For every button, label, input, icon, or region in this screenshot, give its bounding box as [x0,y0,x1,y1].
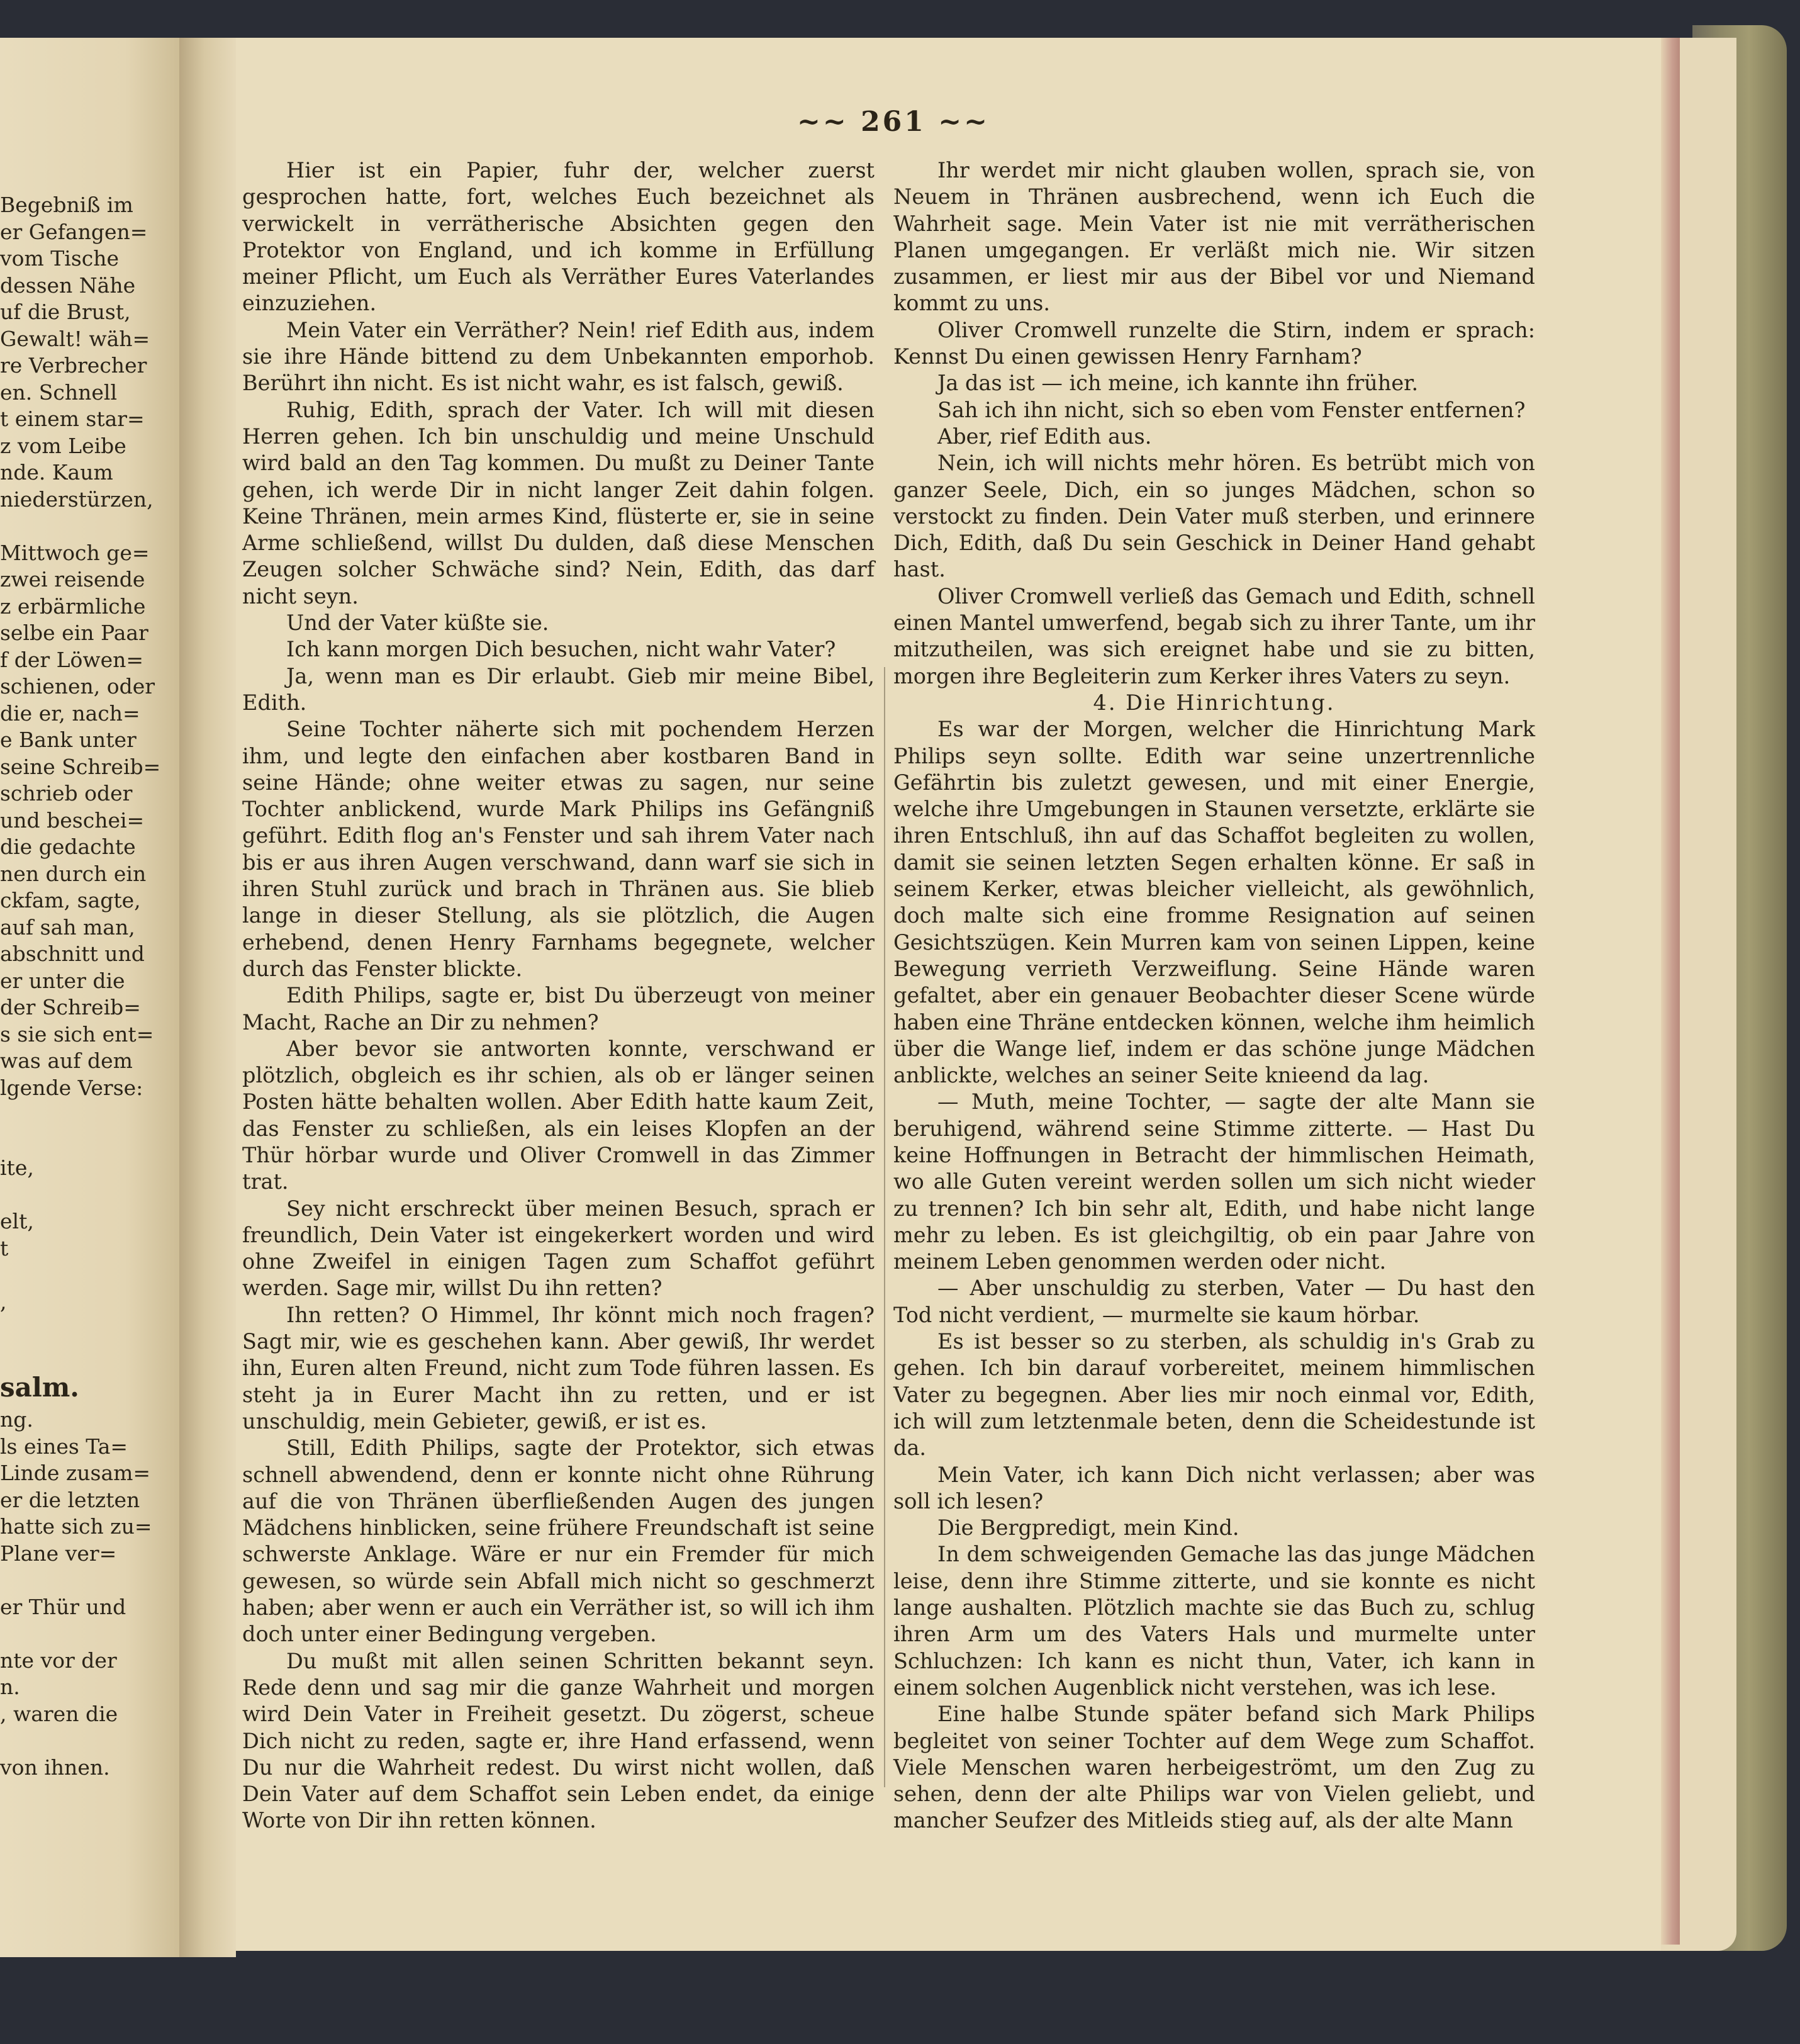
left-page-line: Begebniß im [0,193,133,217]
left-page-line: Linde zusam= [0,1461,151,1485]
paragraph: Sey nicht erschreckt über meinen Besuch, sprach er freundlich, Dein Vater ist eingekerkert worden und wird ohne Zweifel in einigen Tagen zum Schaffot geführt werden. Sage mir, willst Du ihn retten? [242,1196,875,1301]
paragraph: Es ist besser so zu sterben, als schuldig in's Grab zu gehen. Ich bin darauf vorbereitet, meinem himmlischen Vater zu begegnen. Aber lies mir noch einmal vor, Edith, ich will zum letztenmale beten, denn die Scheidestunde ist da. [893,1329,1535,1461]
left-page-line: t einem star= [0,407,145,431]
left-page-line [0,1262,179,1289]
left-page-line: was auf dem [0,1048,133,1073]
left-page-line: e Bank unter [0,727,137,752]
paragraph: Eine halbe Stunde später befand sich Mark Philips begleitet von seiner Tochter auf dem Wege zum Schaffot. Viele Menschen waren herbeigeströmt, um den Zug zu sehen, denn der alte Philips war von Vielen geliebt, und mancher Seufzer des Mitleids stieg auf, als der alte Mann [893,1702,1535,1833]
left-page-line: und beschei= [0,807,145,833]
left-page-line: er unter die [0,968,125,993]
left-page-line: z erbärmliche [0,593,146,619]
left-page-line: salm. [0,1372,79,1403]
left-page-line: hatte sich zu= [0,1514,152,1539]
left-page-line: re Verbrecher [0,353,147,378]
left-page-line: niederstürzen, [0,486,154,512]
left-page-line: er Gefangen= [0,219,148,244]
paragraph: Still, Edith Philips, sagte der Protektor, sich etwas schnell abwendend, denn er konnte nicht ohne Rührung auf die von Thränen überfließenden Augen des jungen Mädchens hinblicken, seine frühere Freundschaft ist seine schwerste Anklage. Wäre er nur ein Fremder für mich gewesen, so würde sein Abfall mich nicht so geschmerzt haben; aber wenn er auch ein Verräther ist, so will ich ihm doch unter einer Bedingung vergeben. [242,1435,875,1647]
left-page-line [0,1342,179,1369]
paragraph: Ja, wenn man es Dir erlaubt. Gieb mir meine Bibel, Edith. [242,663,875,715]
column-divider [884,667,885,1787]
left-page-line [0,1182,179,1209]
left-page-line: lgende Verse: [0,1075,143,1100]
left-page-line: zwei reisende [0,567,145,592]
paragraph: Du mußt mit allen seinen Schritten bekannt seyn. Rede denn und sag mir die ganze Wahrheit und morgen wird Dein Vater in Freiheit gesetzt. Du zögerst, scheue Dich nicht zu reden, sagte er, ihre Hand erfassend, wenn Du nur die Wahrheit redest. Du wirst nicht wollen, daß Dein Vater auf dem Schaffot sein Leben endet, da einige Worte von Dir ihn retten können. [242,1648,875,1833]
paragraph: Hier ist ein Papier, fuhr der, welcher zuerst gesprochen hatte, fort, welches Euch bezeichnet als verwickelt in verrätherische Absichten gegen den Protektor von England, und ich komme in Erfüllung meiner Pflicht, um Euch als Verräther Eures Vaterlandes einzuziehen. [242,158,875,316]
left-page-line: die er, nach= [0,700,140,726]
left-page-line: f der Löwen= [0,647,144,672]
left-page-line: dessen Nähe [0,272,136,298]
paragraph: Es war der Morgen, welcher die Hinrichtung Mark Philips seyn sollte. Edith war seine unzertrennliche Gefährtin bis zuletzt gewesen, und mit einer Energie, welche ihre Umgebungen in Staunen versetzte, erklärte sie ihren Entschluß, ihn auf das Schaffot begleiten zu wollen, damit sie seinen letzten Segen erhalten könne. Er saß in seinem Kerker, etwas bleicher vielleicht, als gewöhnlich, doch malte sich eine fromme Resignation auf seinen Gesichtszügen. Kein Murren kam von seinen Lippen, keine Bewegung verrieth Verzweiflung. Seine Hände waren gefaltet, aber ein genauer Beobachter dieser Scene würde haben eine Thräne entdecken können, welche ihm heimlich über die Wange lief, indem er das schöne junge Mädchen anblickte, welches an seiner Seite knieend da lag. [893,717,1535,1088]
left-page-line: selbe ein Paar [0,620,148,645]
book-gutter [179,38,236,1957]
paragraph: Mein Vater, ich kann Dich nicht verlassen; aber was soll ich lesen? [893,1462,1535,1513]
paragraph: Sah ich ihn nicht, sich so eben vom Fenster entfernen? [937,397,1526,422]
paragraph: Die Bergpredigt, mein Kind. [937,1515,1239,1541]
left-page-text [0,192,179,1781]
left-page-line: Gewalt! wäh= [0,326,150,351]
page-number [780,106,1007,138]
left-page-line: s sie sich ent= [0,1021,154,1047]
left-page-line: n. [0,1675,20,1699]
paragraph: Seine Tochter näherte sich mit pochendem Herzen ihm, und legte den einfachen aber kostbaren Band in seine Hände; ohne weiter etwas zu sagen, nur seine Tochter anblickend, wurde Mark Philips ins Gefängniß geführt. Edith flog an's Fenster und sah ihrem Vater nach bis er aus ihren Augen verschwand, dann warf sie sich in ihren Stuhl zurück und brach in Thränen aus. Sie blieb lange in dieser Stellung, als sie plötzlich, die Augen erhebend, denen Henry Farnhams begegnete, welcher durch das Fenster blickte. [242,717,875,981]
paragraph: Aber, rief Edith aus. [937,424,1152,449]
left-page-line: ite, [0,1155,34,1180]
text-column-right [893,157,1535,1834]
left-page-line: die gedachte [0,834,136,859]
paragraph: Edith Philips, sagte er, bist Du überzeugt von meiner Macht, Rache an Dir zu nehmen? [242,983,875,1035]
left-page-line: nte vor der [0,1648,117,1673]
left-page-line: seine Schreib= [0,754,161,779]
text-column-left [242,157,875,1834]
paragraph: Ja das ist — ich meine, ich kannte ihn früher. [937,371,1419,396]
left-page-line: vom Tische [0,246,120,271]
paragraph: Und der Vater küßte sie. [286,610,549,636]
page-number-ornament-left: ~~ [797,106,861,138]
paragraph: — Aber unschuldig zu sterben, Vater — Du hast den Tod nicht verdient, — murmelte sie kaum hörbar. [893,1276,1535,1327]
left-page-line: schienen, oder [0,674,155,699]
paragraph: Ich kann morgen Dich besuchen, nicht wahr Vater? [286,637,836,662]
left-page-line [0,1567,179,1594]
left-page-line: schrieb oder [0,781,133,806]
paragraph: Ruhig, Edith, sprach der Vater. Ich will mit diesen Herren gehen. Ich bin unschuldig und meine Unschuld wird bald an den Tag kommen. Du mußt zu Deiner Tante gehen, ich werde Dir in nicht langer Zeit dahin folgen. Keine Thränen, mein armes Kind, flüsterte er, sie in seine Arme schließend, willst Du dulden, daß diese Menschen Zeugen solcher Schwäche sind? Nein, Edith, das darf nicht seyn. [242,397,875,609]
left-page-line: elt, [0,1209,34,1233]
left-page-line [0,1128,179,1155]
left-page-line [0,513,179,540]
section-heading: 4. Die Hinrichtung. [1093,690,1336,715]
left-page [0,38,179,1957]
page-number-value: 261 [861,106,926,138]
paragraph: Nein, ich will nichts mehr hören. Es betrübt mich von ganzer Seele, Dich, ein so junges Mädchen, schon so verstockt zu finden. Dein Vater muß sterben, und erinnere Dich, Edith, daß Du sein Geschick in Deiner Hand gehabt hast. [893,451,1535,582]
paragraph: In dem schweigenden Gemache las das junge Mädchen leise, denn ihre Stimme zitterte, und sie konnte es nicht lange aushalten. Plötzlich machte sie das Buch zu, schlug ihren Arm um des Vaters Hals und murmelte unter Schluchzen: Ich kann es nicht thun, Vater, ich kann in einem solchen Augenblick nicht verstehen, was ich lese. [893,1542,1535,1700]
left-page-line [0,1727,179,1755]
left-page-line: der Schreib= [0,995,141,1019]
left-page-line: ng. [0,1407,33,1432]
left-page-line: er die letzten [0,1487,140,1512]
paragraph: Oliver Cromwell runzelte die Stirn, indem er sprach: Kennst Du einen gewissen Henry Farnham? [893,317,1535,369]
paragraph: Aber bevor sie antworten konnte, verschwand er plötzlich, obgleich es ihr schien, als ob er länger seinen Posten hätte behalten wollen. Aber Edith hatte kaum Zeit, das Fenster zu schließen, als ein leises Klopfen an der Thür hörbar wurde und Oliver Cromwell in das Zimmer trat. [242,1036,875,1194]
column-right-paragraphs-before [893,157,1535,690]
left-page-line [0,1315,179,1342]
paragraph: Oliver Cromwell verließ das Gemach und Edith, schnell einen Mantel umwerfend, begab sich zu ihrer Tante, um ihr mitzutheilen, was sich ereignet habe und sie zu bitten, morgen ihre Begleiterin zum Kerker ihres Vaters zu seyn. [893,583,1535,688]
left-page-line: von ihnen. [0,1755,110,1780]
left-page-line: er Thür und [0,1594,126,1619]
left-page-line: t [0,1235,9,1261]
left-page-line: Plane ver= [0,1541,117,1566]
left-page-line: , waren die [0,1701,118,1726]
left-page-line [0,1101,179,1128]
left-page-line: , [0,1289,7,1314]
left-page-line: uf die Brust, [0,300,131,324]
left-page-line: en. Schnell [0,379,117,405]
column-right-paragraphs-after [893,716,1535,1834]
left-page-line: ckfam, sagte, [0,888,141,912]
paragraph: Ihn retten? O Himmel, Ihr könnt mich noch fragen? Sagt mir, wie es geschehen kann. Aber gewiß, Ihr werdet ihn, Euren alten Freund, nicht zum Tode führen lassen. Es steht ja in Eurer Macht ihn zu retten, und er ist unschuldig, mein Gebieter, gewiß, er ist es. [242,1302,875,1434]
paragraph: Mein Vater ein Verräther? Nein! rief Edith aus, indem sie ihre Hände bittend zu dem Unbekannten emporhob. Berührt ihn nicht. Es ist nicht wahr, es ist falsch, gewiß. [242,317,875,396]
left-page-line [0,1620,179,1648]
left-page-line: nen durch ein [0,861,147,886]
left-page-line: ls eines Ta= [0,1434,128,1459]
left-page-line: Mittwoch ge= [0,540,150,565]
paragraph: — Muth, meine Tochter, — sagte der alte Mann sie beruhigend, während seine Stimme zitterte. — Hast Du keine Hoffnungen in Betracht der himmlischen Heimath, wo alle Guten vereint werden sollen um sich nicht wieder zu trennen? Ich bin sehr alt, Edith, und habe nicht lange mehr zu leben. Es ist gleichgiltig, ob ein paar Jahre von meinem Leben genommen werden oder nicht. [893,1089,1535,1274]
left-page-line: abschnitt und [0,941,145,966]
page-number-ornament-right: ~~ [925,106,990,138]
left-page-line: auf sah man, [0,914,135,940]
left-page-line: nde. Kaum [0,460,113,485]
page-edge-red [1661,38,1680,1945]
left-page-line: z vom Leibe [0,433,126,458]
paragraph: Ihr werdet mir nicht glauben wollen, sprach sie, von Neuem in Thränen ausbrechend, wenn ich Euch die Wahrheit sage. Mein Vater ist nie mit verrätherischen Planen umgegangen. Er verläßt mich nie. Wir sitzen zusammen, er liest mir aus der Bibel vor und Niemand kommt zu uns. [893,158,1535,316]
